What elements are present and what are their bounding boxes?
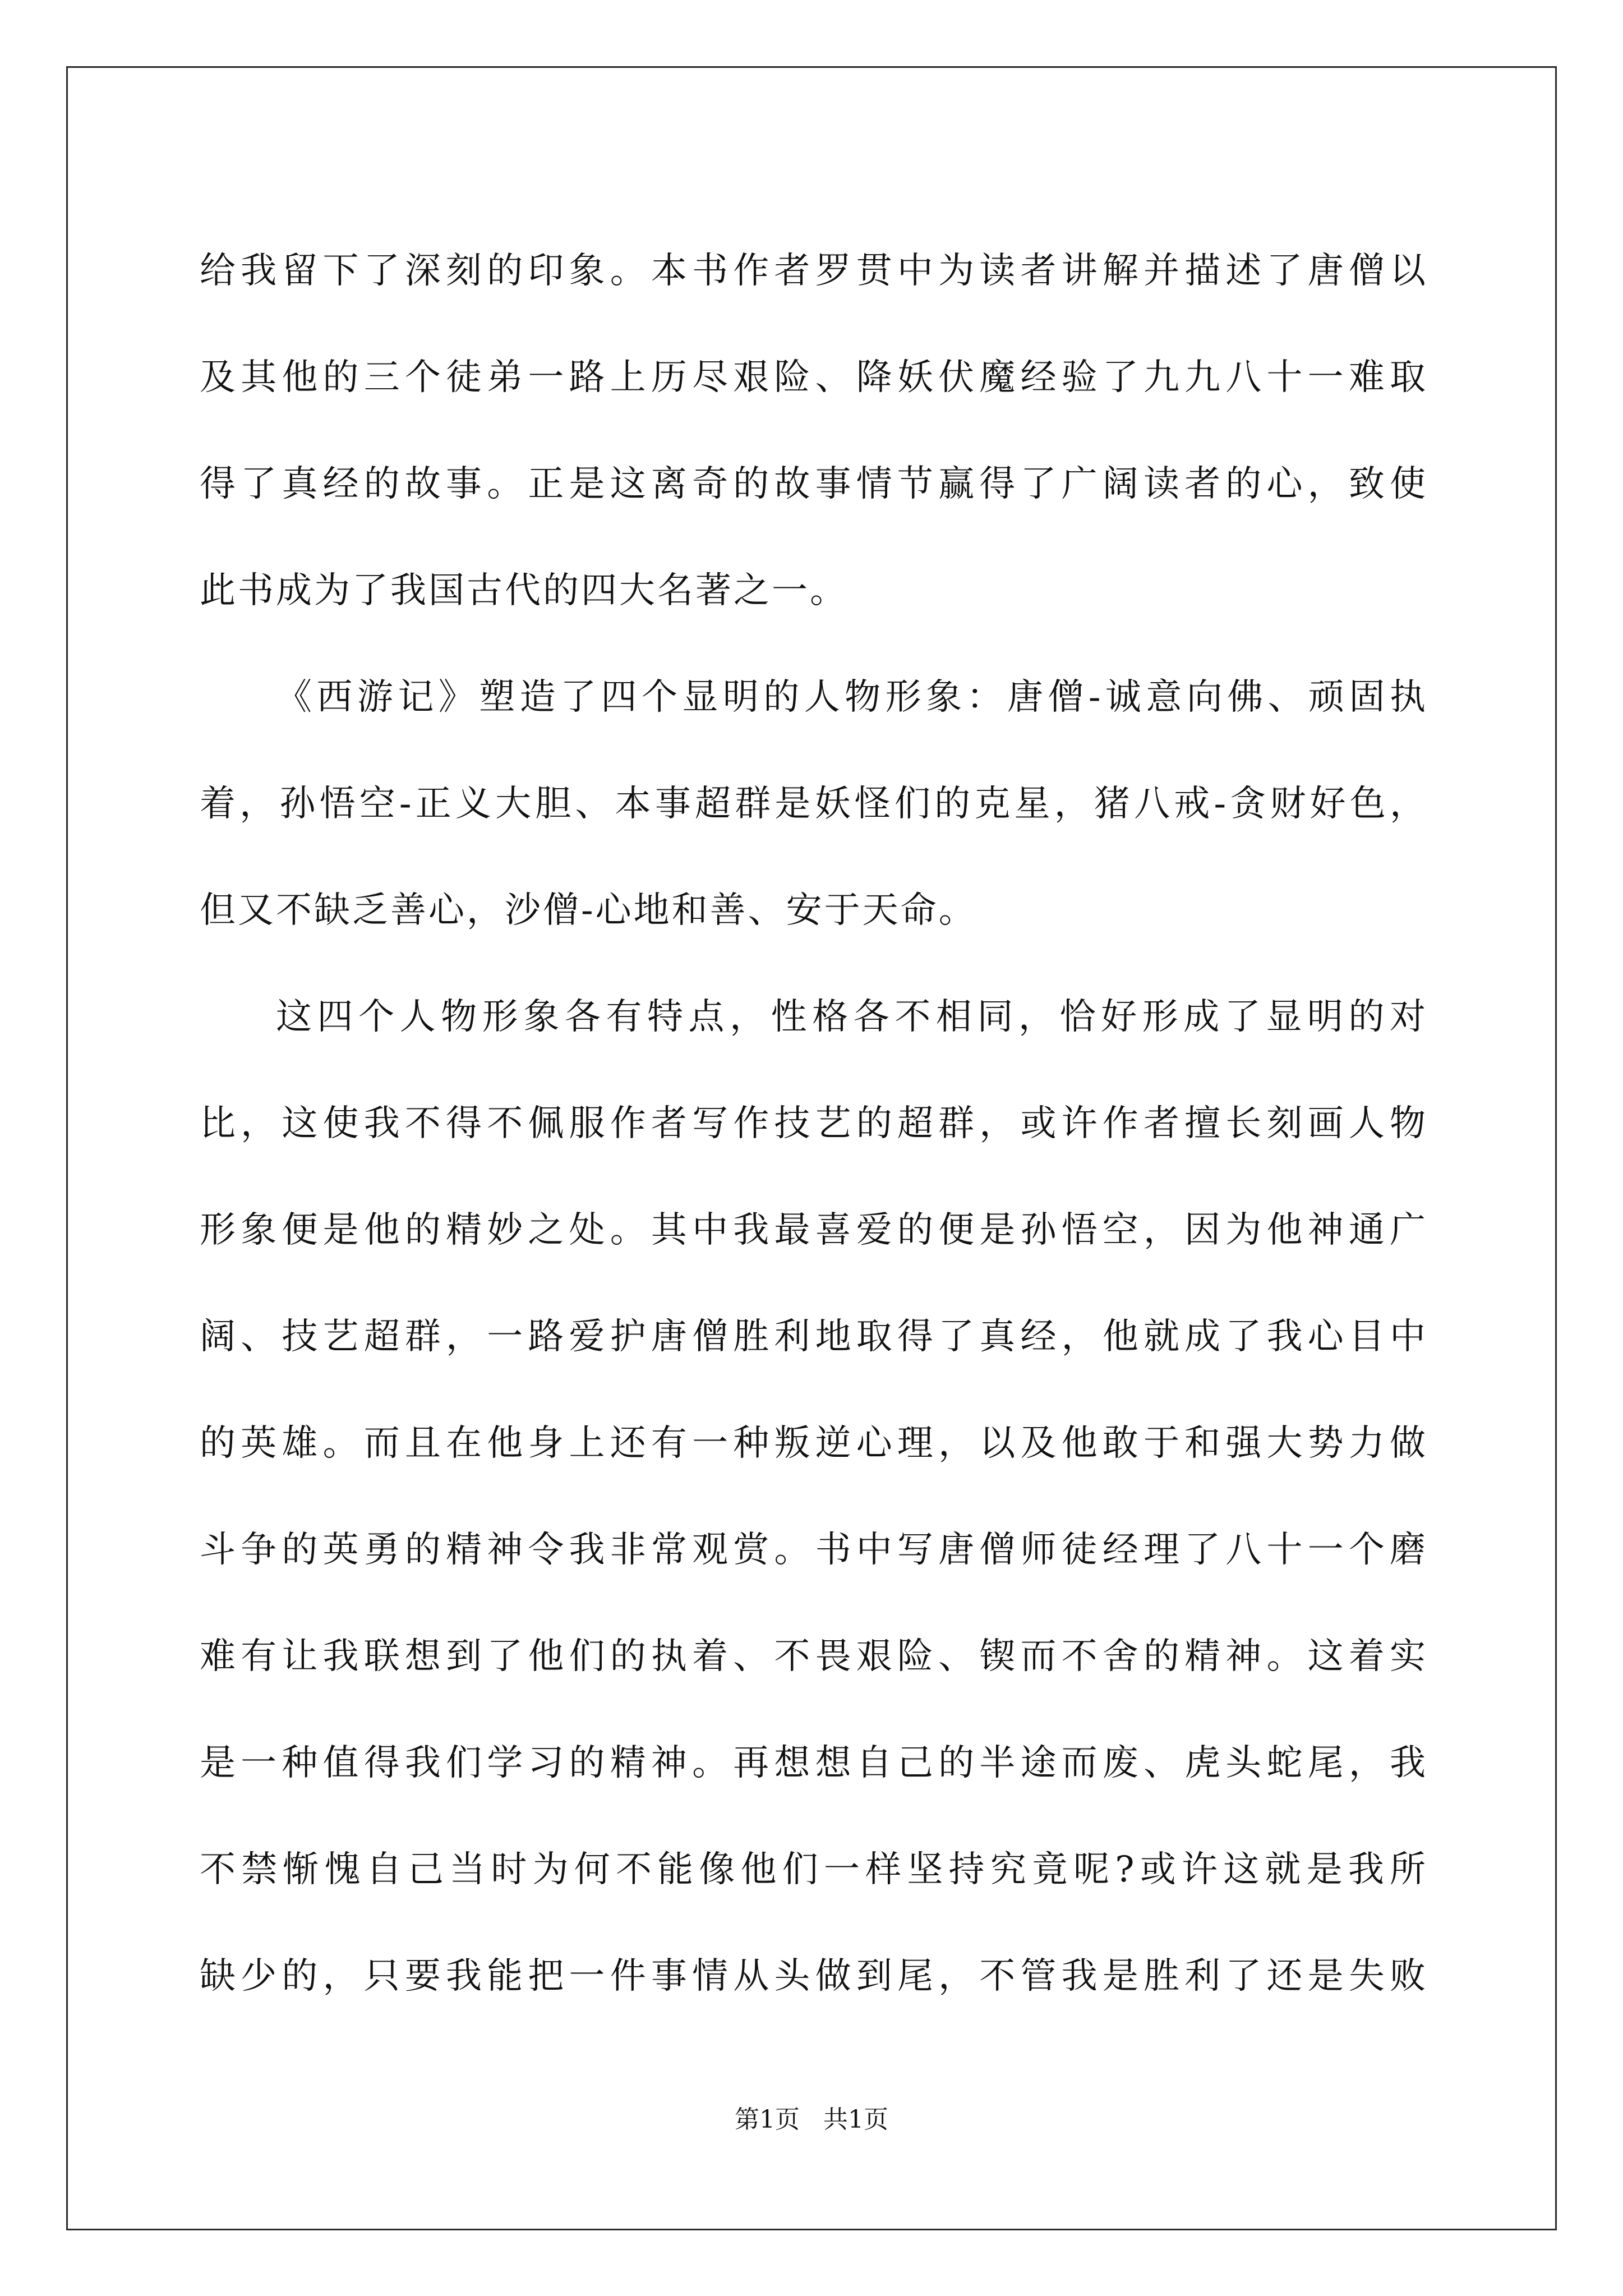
paragraph-2-line-1: 《西游记》塑造了四个显明的人物形象：唐僧-诚意向佛、顽固执: [276, 677, 1428, 718]
paragraph-1-line-4: 此书成为了我国古代的四大名著之一。: [200, 570, 848, 611]
paragraph-3-line-9: 不禁惭愧自己当时为何不能像他们一样坚持究竟呢?或许这就是我所: [200, 1849, 1428, 1890]
paragraph-3-line-4: 阔、技艺超群，一路爱护唐僧胜利地取得了真经，他就成了我心目中: [200, 1316, 1428, 1358]
page-footer: [0, 2099, 1623, 2135]
paragraph-3-line-10: 缺少的，只要我能把一件事情从头做到尾，不管我是胜利了还是失败: [200, 1955, 1428, 1997]
paragraph-1-line-1: 给我留下了深刻的印象。本书作者罗贯中为读者讲解并描述了唐僧以: [200, 250, 1428, 292]
paragraph-3-line-6: 斗争的英勇的精神令我非常观赏。书中写唐僧师徒经理了八十一个磨: [200, 1529, 1428, 1571]
paragraph-2-line-2: 着，孙悟空-正义大胆、本事超群是妖怪们的克星，猪八戒-贪财好色，: [200, 783, 1428, 825]
document-body: [200, 218, 1428, 2030]
paragraph-3-line-8: 是一种值得我们学习的精神。再想想自己的半途而废、虎头蛇尾，我: [200, 1742, 1428, 1784]
paragraph-3-line-7: 难有让我联想到了他们的执着、不畏艰险、锲而不舍的精神。这着实: [200, 1636, 1428, 1677]
paragraph-3-line-3: 形象便是他的精妙之处。其中我最喜爱的便是孙悟空，因为他神通广: [200, 1209, 1428, 1251]
paragraph-1-line-3: 得了真经的故事。正是这离奇的故事情节赢得了广阔读者的心，致使: [200, 463, 1428, 505]
paragraph-3-line-1: 这四个人物形象各有特点，性格各不相同，恰好形成了显明的对: [276, 996, 1428, 1038]
page-number-label: 第1页: [735, 2105, 800, 2134]
page-total-label: 共1页: [823, 2105, 888, 2134]
paragraph-3-line-5: 的英雄。而且在他身上还有一种叛逆心理，以及他敢于和强大势力做: [200, 1423, 1428, 1464]
paragraph-1-line-2: 及其他的三个徒弟一路上历尽艰险、降妖伏魔经验了九九八十一难取: [200, 357, 1428, 398]
paragraph-3-line-2: 比，这使我不得不佩服作者写作技艺的超群，或许作者擅长刻画人物: [200, 1103, 1428, 1144]
paragraph-2-line-3: 但又不缺乏善心，沙僧-心地和善、安于天命。: [200, 890, 977, 931]
